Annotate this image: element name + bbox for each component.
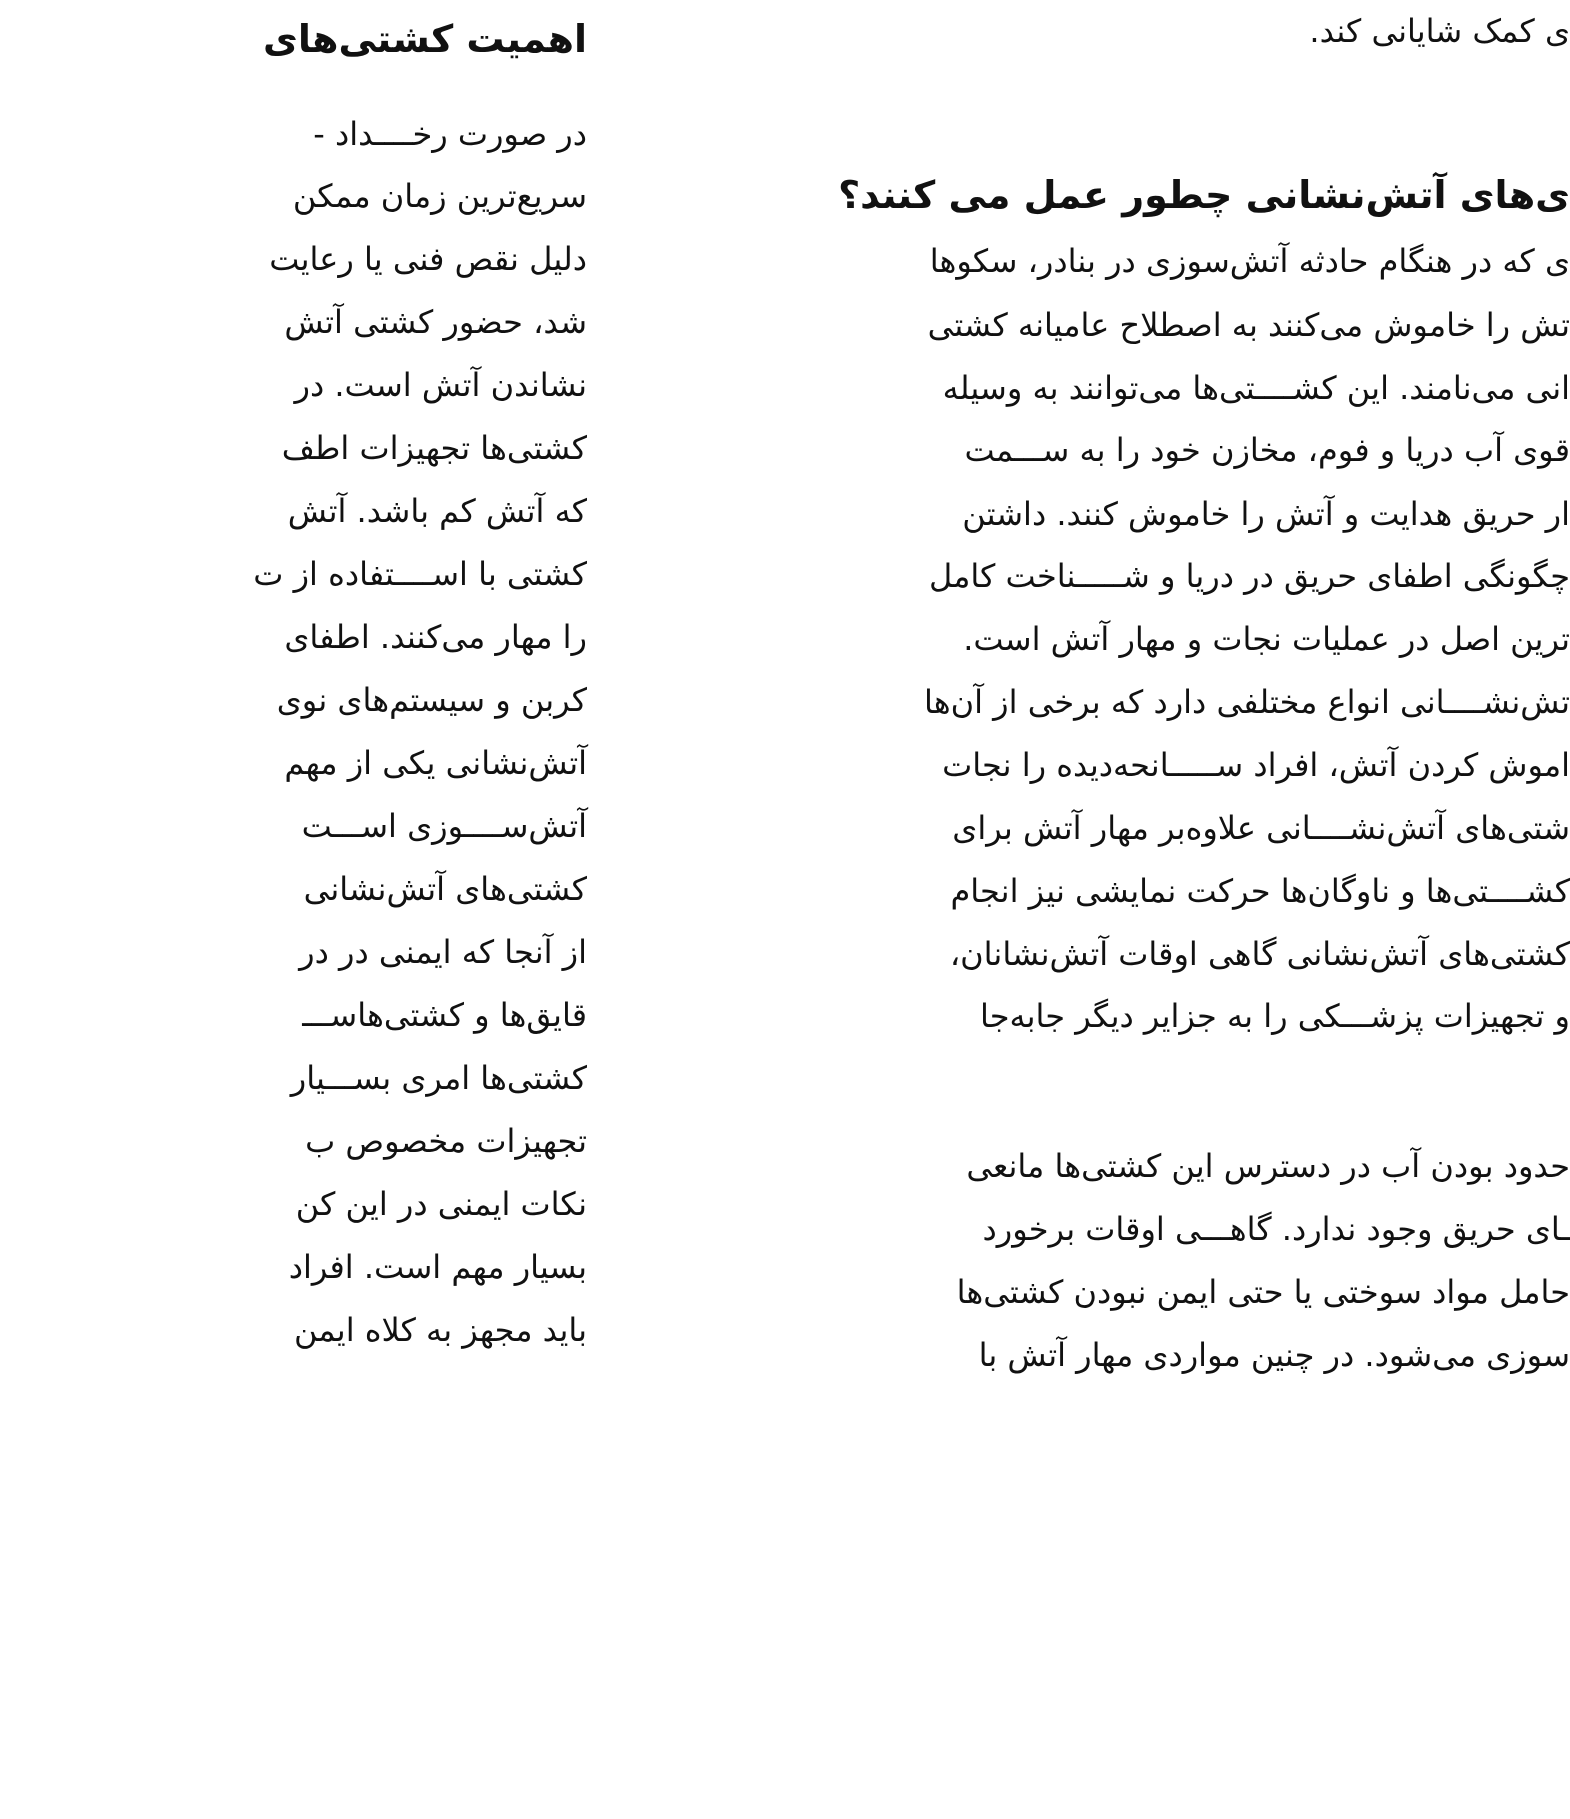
paragraph-line: سریع‌ترین زمان ممکن — [292, 177, 587, 215]
paragraph-line: ی که در هنگام حادثه آتش‌سوزی در بنادر، سکوها — [929, 242, 1570, 280]
paragraph-line: قوی آب دریا و فوم، مخازن خود را به ســـمت — [964, 431, 1570, 469]
paragraph-line: تجهیزات مخصوص ب — [305, 1122, 587, 1160]
paragraph-line: شتی‌های آتش‌نشــــانی علاوه‌بر مهار آتش برای — [952, 809, 1570, 847]
paragraph-line: نشاندن آتش است. در — [294, 366, 587, 404]
paragraph-line: انی می‌نامند. این کشــــتی‌ها می‌توانند به وسیله — [942, 369, 1570, 407]
paragraph-line: ترین اصل در عملیات نجات و مهار آتش است. — [963, 620, 1570, 658]
paragraph-line: کربن و سیستم‌های نوی — [276, 681, 587, 719]
paragraph-line: قایق‌ها و کشتی‌هاســـ — [302, 996, 587, 1034]
section-heading: اهمیت کشتی‌های — [263, 17, 587, 61]
intro-line: ی کمک شایانی کند. — [1309, 12, 1570, 50]
paragraph-line: ار حریق هدایت و آتش را خاموش کنند. داشتن — [962, 495, 1570, 533]
paragraph-line: کشتی‌ها امری بســـیار — [290, 1059, 587, 1097]
paragraph-line: تش را خاموش می‌کنند به اصطلاح عامیانه کشتی — [927, 306, 1570, 344]
paragraph-line: حامل مواد سوختی یا حتی ایمن نبودن کشتی‌ها — [956, 1273, 1570, 1311]
paragraph-line: شد، حضور کشتی آتش — [284, 303, 587, 341]
paragraph-line: کشتی‌های آتش‌نشانی گاهی اوقات آتش‌نشانان، — [949, 935, 1570, 973]
paragraph-line: حدود بودن آب در دسترس این کشتی‌ها مانعی — [966, 1147, 1570, 1185]
section-heading: ی‌های آتش‌نشانی چطور عمل می کنند؟ — [838, 173, 1570, 217]
paragraph-line: کشتی با اســــتفاده از ت — [253, 555, 587, 593]
paragraph-line: از آنجا که ایمنی در در — [299, 933, 587, 971]
paragraph-line: کشــــتی‌ها و ناوگان‌ها حرکت نمایشی نیز انجام — [950, 872, 1570, 910]
paragraph-line: باید مجهز به کلاه ایمن — [293, 1311, 587, 1349]
left-column — [0, 0, 587, 1819]
paragraph-line: را مهار می‌کنند. اطفای — [284, 618, 587, 656]
paragraph-line: اموش کردن آتش، افراد ســـــانحه‌دیده را نجات — [942, 746, 1570, 784]
right-column — [542, 0, 1570, 1819]
paragraph-line: که آتش کم باشد. آتش — [287, 492, 587, 530]
paragraph-line: سوزی می‌شود. در چنین مواردی مهار آتش با — [978, 1336, 1570, 1374]
paragraph-line: آتش‌ســــوزی اســـت — [301, 807, 587, 845]
paragraph-line: تش‌نشــــانی انواع مختلفی دارد که برخی از آن‌ها — [923, 683, 1570, 721]
paragraph-line: در صورت رخــــداد - — [313, 115, 587, 153]
paragraph-line: نکات ایمنی در این کن — [295, 1185, 587, 1223]
paragraph-line: کشتی‌ها تجهیزات اطف — [281, 429, 587, 467]
paragraph-line: دلیل نقص فنی یا رعایت — [269, 240, 587, 278]
paragraph-line: بسیار مهم است. افراد — [288, 1248, 587, 1286]
paragraph-line: آتش‌نشانی یکی از مهم — [284, 744, 587, 782]
paragraph-line: کشتی‌های آتش‌نشانی — [303, 870, 587, 908]
paragraph-line: و تجهیزات پزشـــکی را به جزایر دیگر جابه‌جا — [979, 997, 1570, 1035]
paragraph-line: چگونگی اطفای حریق در دریا و شـــــناخت کامل — [929, 557, 1570, 595]
paragraph-line: ـای حریق وجود ندارد. گاهـــی اوقات برخورد — [982, 1210, 1570, 1248]
